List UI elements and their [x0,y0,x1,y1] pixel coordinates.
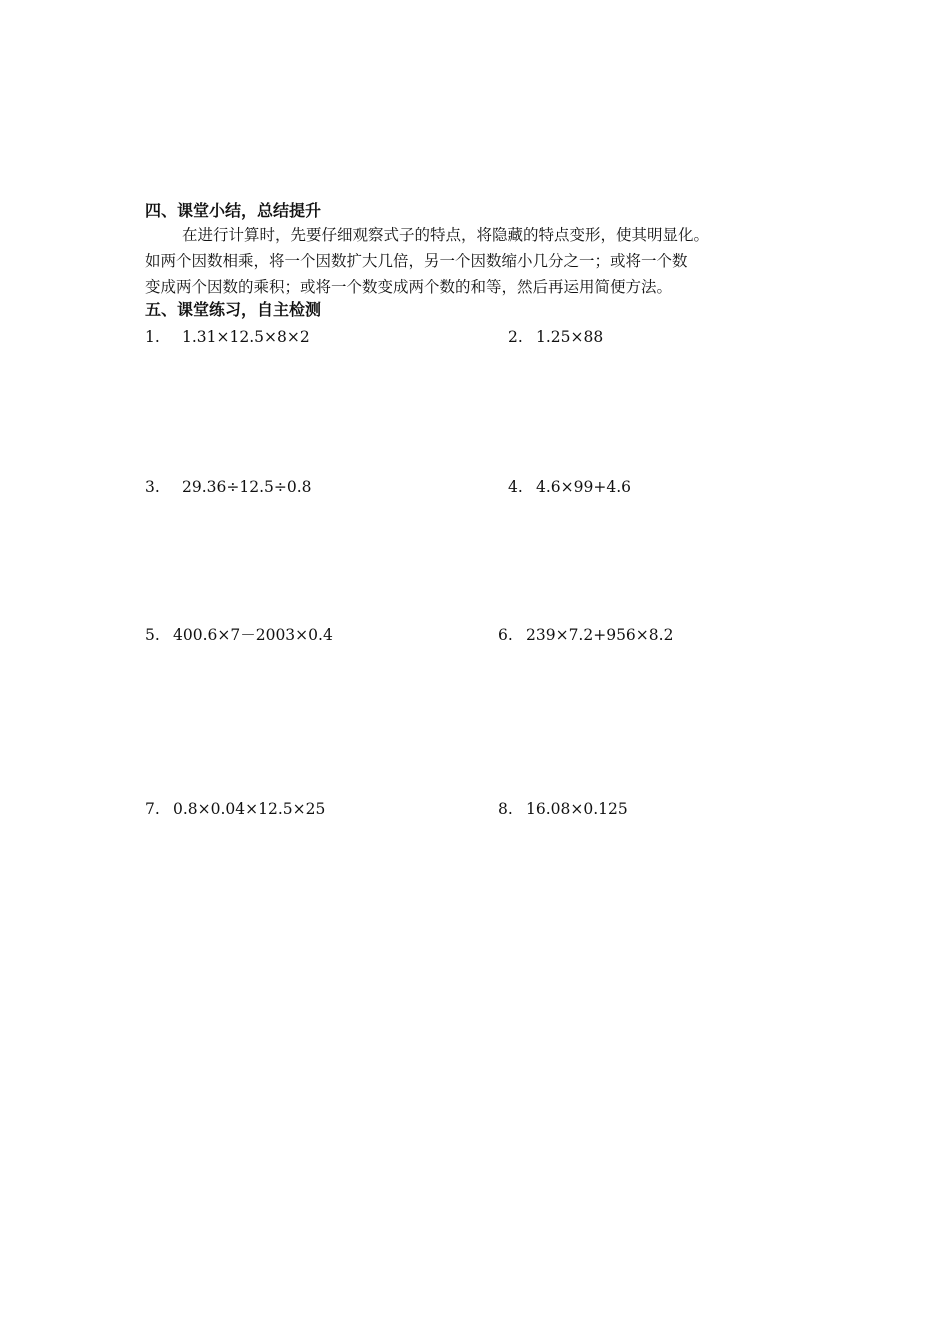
problem-5 [145,625,333,645]
problem-4 [508,477,631,497]
problem-expression: 1.31×12.5×8×2 [182,328,310,346]
problem-expression: 1.25×88 [536,328,604,346]
section4-heading: 四、课堂小结，总结提升 [145,201,322,220]
problem-number: 1. [145,328,160,346]
problem-number: 7. [145,800,160,818]
problem-expression: 239×7.2+956×8.2 [526,626,674,644]
problem-1 [145,327,310,347]
problem-expression: 16.08×0.125 [526,800,628,818]
problem-expression: 0.8×0.04×12.5×25 [173,800,326,818]
problem-expression: 4.6×99+4.6 [536,478,631,496]
problem-2 [508,327,603,347]
problem-3 [145,477,312,497]
summary-line-1: 在进行计算时，先要仔细观察式子的特点，将隐藏的特点变形，使其明显化。 [182,226,710,244]
summary-paragraph [145,222,815,300]
problem-expression: 29.36÷12.5÷0.8 [182,478,312,496]
problem-number: 6. [498,626,513,644]
problem-number: 5. [145,626,160,644]
summary-line-2: 如两个因数相乘，将一个因数扩大几倍，另一个因数缩小几分之一；或将一个数 [145,252,688,270]
problem-number: 3. [145,478,160,496]
problem-6 [498,625,673,645]
problem-number: 4. [508,478,523,496]
section5-heading: 五、课堂练习，自主检测 [145,300,322,319]
problem-8 [498,799,628,819]
summary-line-3: 变成两个因数的乘积；或将一个数变成两个数的和等，然后再运用简便方法。 [145,278,673,296]
problem-expression: 400.6×7－2003×0.4 [173,626,333,644]
problem-number: 2. [508,328,523,346]
problem-number: 8. [498,800,513,818]
problem-7 [145,799,325,819]
